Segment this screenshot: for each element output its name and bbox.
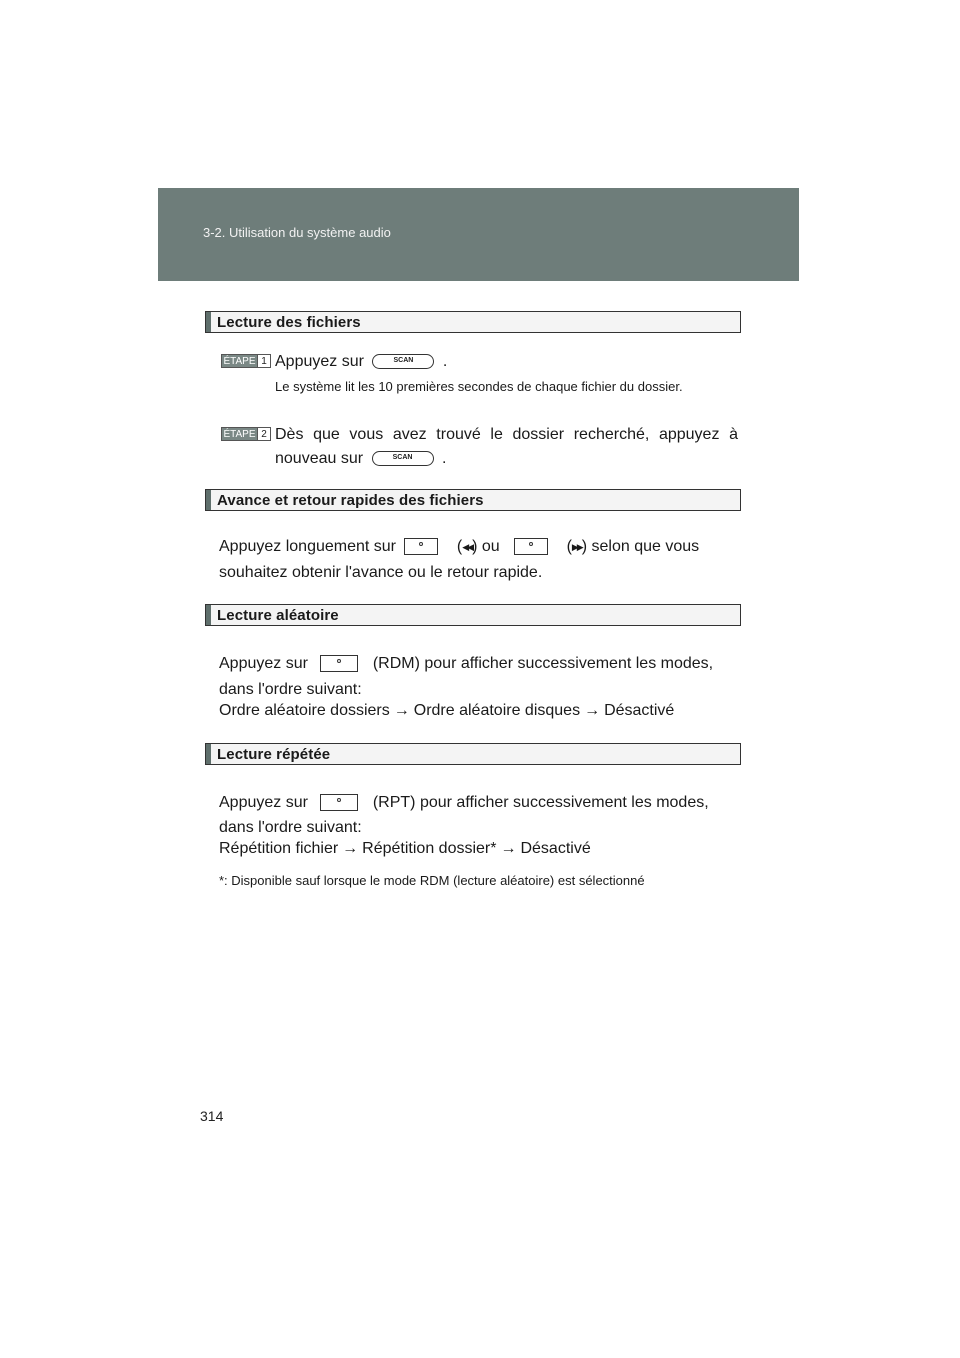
s4-text-b: (RPT) pour afficher successivement les modes, — [372, 794, 709, 811]
step-2-badge — [221, 427, 271, 441]
fast-forward-icon: ▶▶ — [571, 542, 582, 552]
step-2-instruction: nouveau sur — [275, 450, 364, 467]
header-band — [158, 188, 799, 281]
step-1-period: . — [442, 353, 448, 370]
s2-text-b: ) ou — [472, 538, 500, 555]
rewind-icon: ◀◀ — [462, 542, 473, 552]
s3-sequence — [219, 698, 674, 723]
s2-text-a: Appuyez longuement sur — [219, 538, 396, 555]
s3-line1 — [219, 651, 713, 676]
rdm-button-icon — [320, 655, 358, 672]
section-title: Lecture des fichiers — [217, 314, 361, 331]
section-title: Lecture répétée — [217, 746, 331, 763]
s2-line2: souhaitez obtenir l'avance ou le retour rapide. — [219, 564, 543, 581]
scan-button-icon: SCAN — [372, 354, 434, 369]
page-number: 314 — [200, 1108, 224, 1124]
s3-seq-2: Ordre aléatoire disques — [413, 702, 581, 719]
s4-sequence — [219, 836, 591, 861]
section-header-lecture-aleatoire — [205, 604, 741, 626]
step-2-line2 — [275, 446, 446, 471]
arrow-right-icon: → — [393, 702, 410, 719]
s3-seq-3: Désactivé — [604, 702, 675, 719]
seek-forward-button-icon — [514, 538, 548, 555]
chapter-title: 3-2. Utilisation du système audio — [203, 225, 391, 240]
paren: ( — [456, 538, 463, 555]
s3-seq-1: Ordre aléatoire dossiers — [219, 702, 390, 719]
s3-text-a: Appuyez sur — [219, 655, 308, 672]
section-header-lecture-repetee — [205, 743, 741, 765]
rpt-button-icon — [320, 794, 358, 811]
paren: ( — [566, 538, 572, 555]
s4-seq-2: Répétition dossier* — [362, 840, 497, 857]
section-title: Avance et retour rapides des fichiers — [217, 492, 484, 509]
s4-seq-3: Désactivé — [520, 840, 591, 857]
step-2-line1: Dès que vous avez trouvé le dossier recherché, appuyez à — [275, 426, 738, 443]
footnote: *: Disponible sauf lorsque le mode RDM (lecture aléatoire) est sélectionné — [219, 873, 645, 888]
step-number: 1 — [257, 355, 270, 367]
step-label: ÉTAPE — [223, 428, 256, 440]
step-1-instruction: Appuyez sur — [275, 353, 364, 370]
section-header-avance-retour — [205, 489, 741, 511]
s3-text-b: (RDM) pour afficher successivement les modes, — [372, 655, 714, 672]
s4-line2: dans l'ordre suivant: — [219, 819, 362, 836]
arrow-right-icon: → — [342, 840, 359, 857]
scan-button-icon: SCAN — [372, 451, 434, 466]
step-1-badge — [221, 354, 271, 368]
s2-text-c: ) selon que vous — [581, 538, 700, 555]
s2-line1 — [219, 534, 739, 560]
step-1-text — [275, 349, 447, 374]
s4-text-a: Appuyez sur — [219, 794, 308, 811]
section-title: Lecture aléatoire — [217, 607, 339, 624]
step-label: ÉTAPE — [223, 355, 256, 367]
seek-back-button-icon — [404, 538, 438, 555]
step-2-period: . — [441, 450, 447, 467]
s4-line1 — [219, 790, 709, 815]
step-1-note: Le système lit les 10 premières secondes de chaque fichier du dossier. — [275, 379, 683, 394]
step-number: 2 — [257, 428, 270, 440]
s3-line2: dans l'ordre suivant: — [219, 681, 362, 698]
section-header-lecture-fichiers — [205, 311, 741, 333]
arrow-right-icon: → — [584, 702, 601, 719]
arrow-right-icon: → — [500, 840, 517, 857]
s4-seq-1: Répétition fichier — [219, 840, 339, 857]
